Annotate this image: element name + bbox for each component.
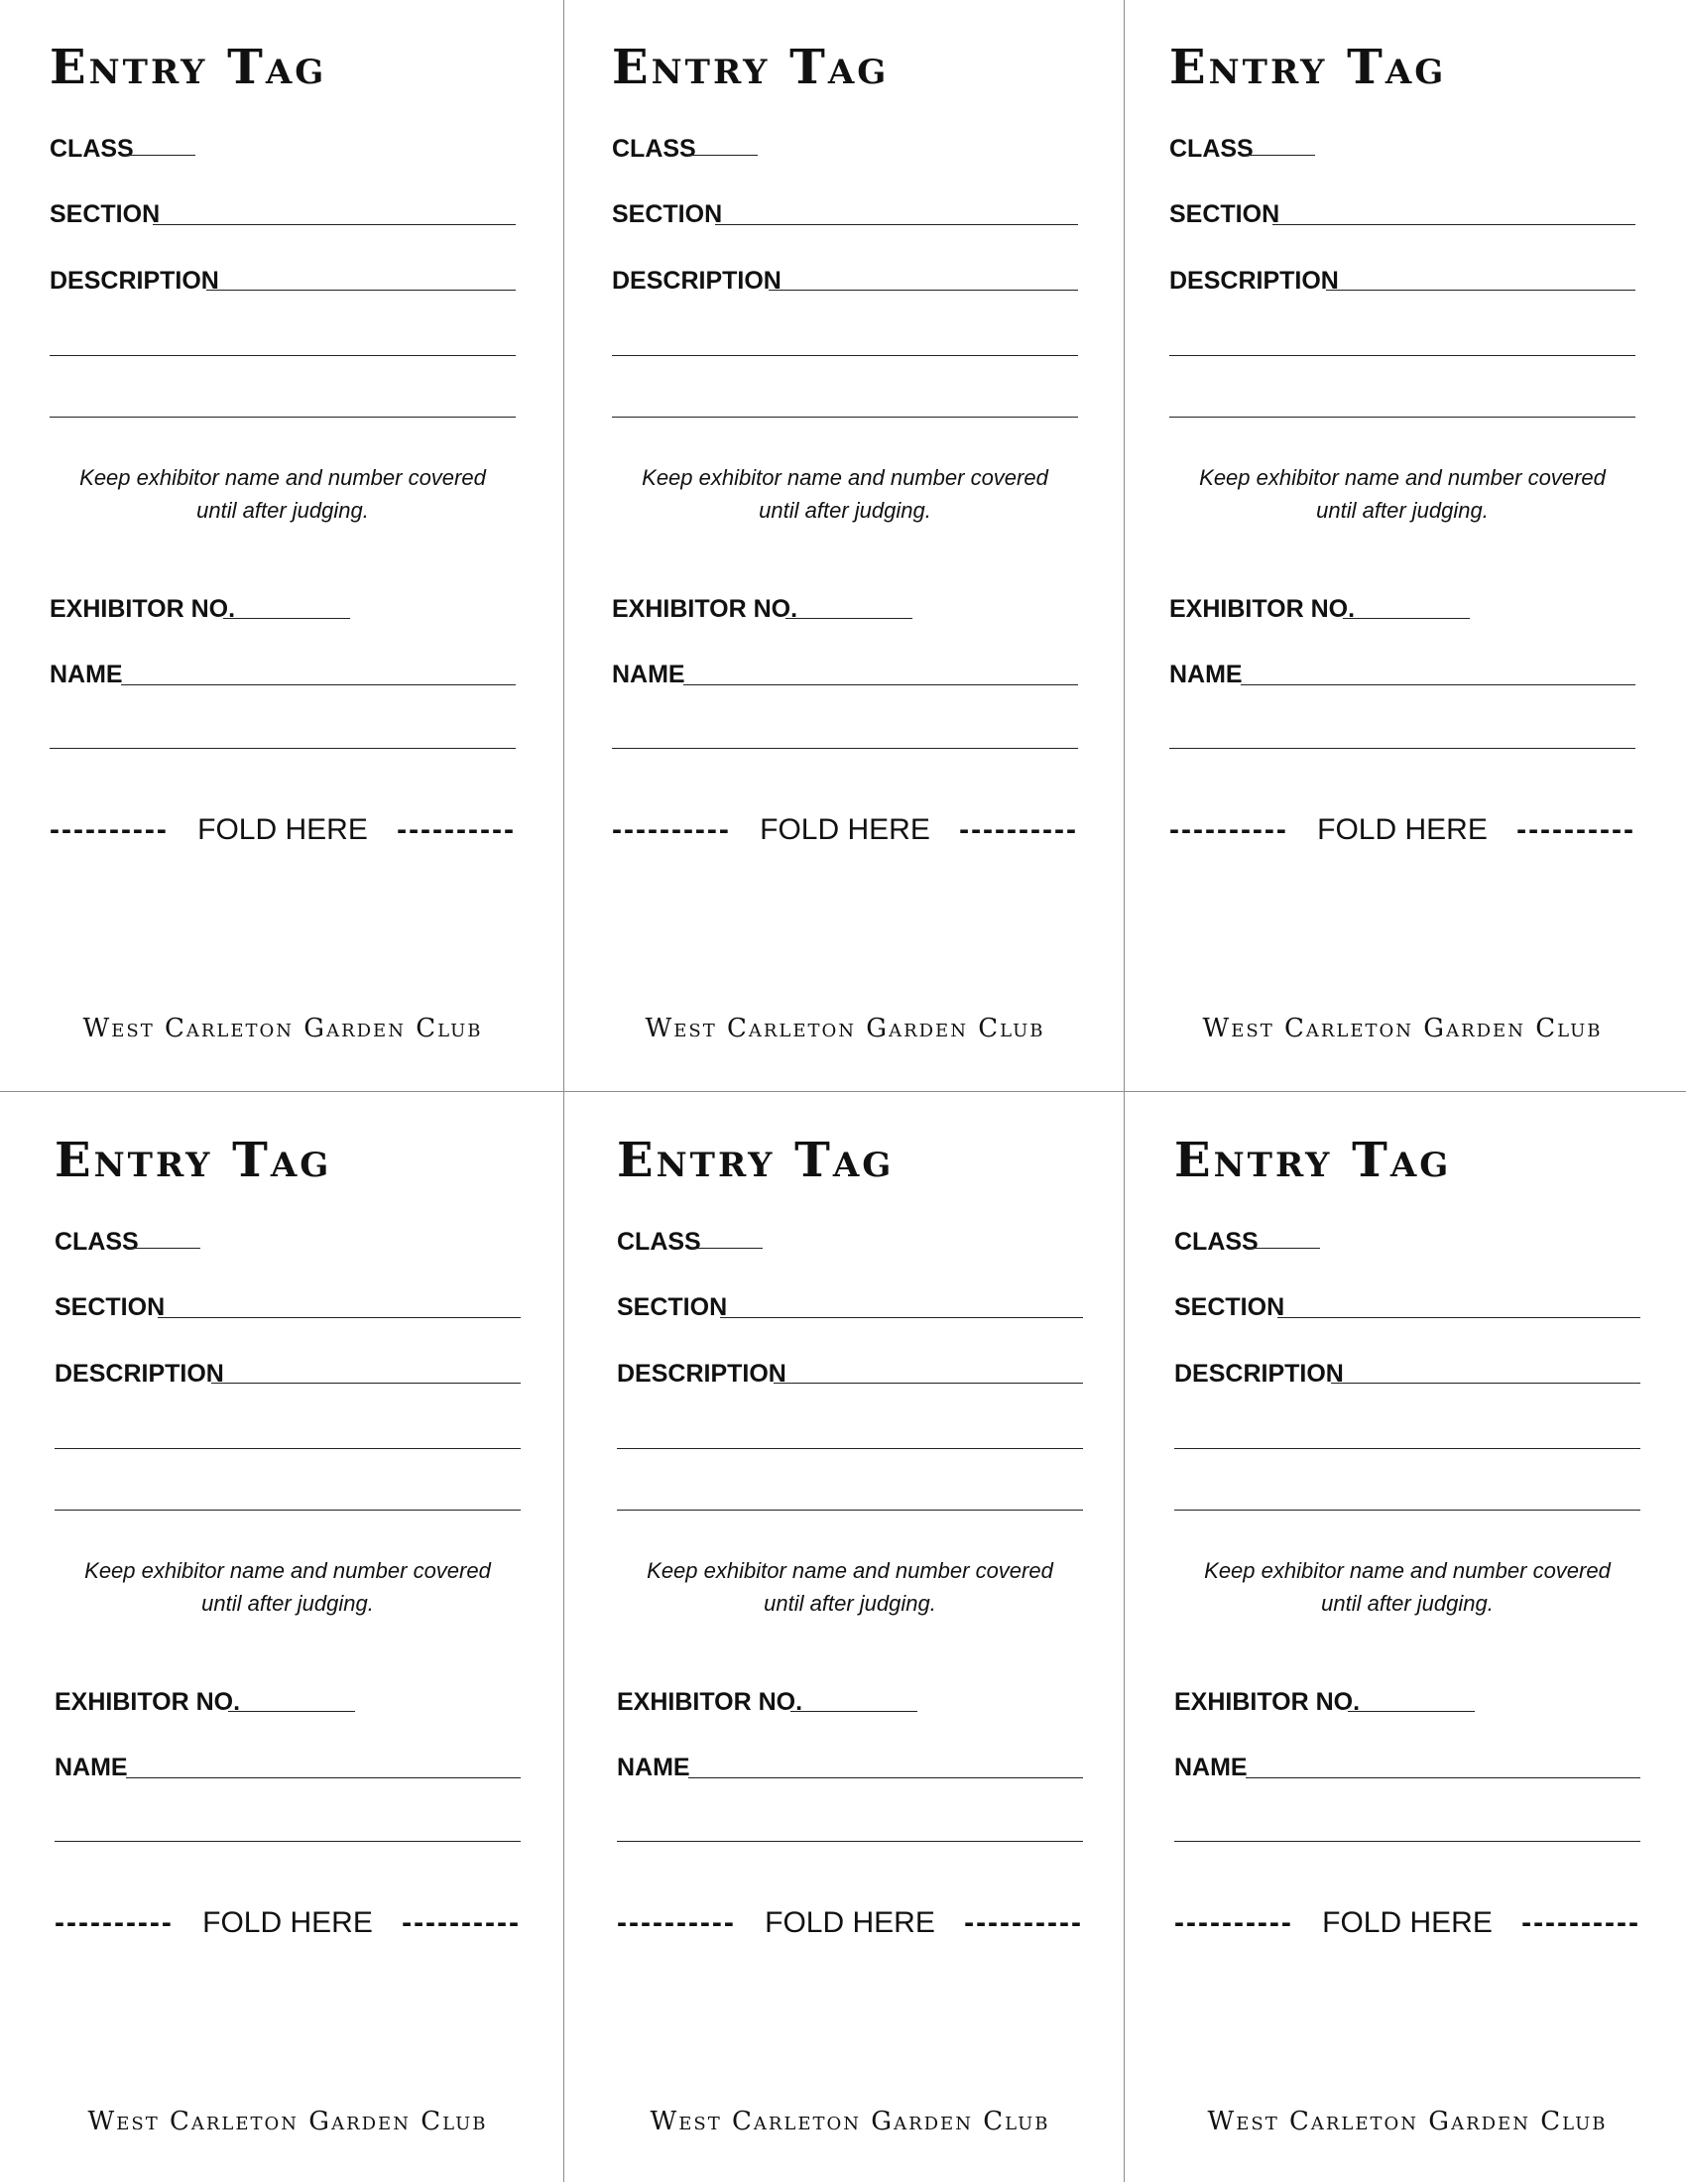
cover-note-line-1: Keep exhibitor name and number covered [1199,465,1606,490]
section-label: SECTION [1174,1293,1285,1321]
fold-here-marker [1169,813,1635,847]
tag-title: Entry Tag [612,40,890,95]
name-line[interactable] [688,1777,1083,1778]
class-label: CLASS [1174,1228,1259,1256]
description-line[interactable] [1326,290,1635,291]
cover-note-line-1: Keep exhibitor name and number covered [84,1558,491,1583]
exhibitor-no-line[interactable] [785,618,912,619]
description-line-3[interactable] [55,1510,521,1511]
entry-tag [50,0,516,1091]
club-name: West Carleton Garden Club [87,2107,488,2136]
section-label: SECTION [55,1293,166,1321]
fold-dashes-right: ---------- [1516,813,1635,846]
cover-note-line-2: until after judging. [196,498,369,523]
description-line-2[interactable] [612,355,1078,356]
description-line[interactable] [206,290,516,291]
description-line-3[interactable] [50,417,516,418]
cover-note [55,1554,521,1620]
fold-here-label: FOLD HERE [202,1906,373,1939]
class-label: CLASS [617,1228,701,1256]
exhibitor-no-line[interactable] [228,1711,355,1712]
name-line[interactable] [126,1777,521,1778]
name-line[interactable] [1241,684,1635,685]
class-label: CLASS [55,1228,139,1256]
club-name: West Carleton Garden Club [645,1014,1045,1043]
section-label: SECTION [1169,200,1280,228]
fold-dashes-left: ---------- [1169,813,1288,846]
name-line[interactable] [121,684,516,685]
fold-here-marker [617,1906,1083,1940]
cover-note-line-2: until after judging. [1316,498,1489,523]
class-label: CLASS [50,135,134,163]
name-line-2[interactable] [612,748,1078,749]
exhibitor-no-label: EXHIBITOR NO. [1174,1688,1361,1716]
cover-note-line-1: Keep exhibitor name and number covered [647,1558,1053,1583]
cover-note [612,461,1078,527]
section-line[interactable] [1272,224,1635,225]
name-line-2[interactable] [1174,1841,1640,1842]
name-line-2[interactable] [1169,748,1635,749]
name-line[interactable] [1246,1777,1640,1778]
name-line-2[interactable] [50,748,516,749]
description-label: DESCRIPTION [612,267,782,295]
description-line-3[interactable] [1169,417,1635,418]
fold-here-label: FOLD HERE [197,813,368,846]
cover-note-line-2: until after judging. [1321,1591,1494,1616]
club-name: West Carleton Garden Club [1202,1014,1603,1043]
entry-tag [617,1093,1083,2184]
exhibitor-no-line[interactable] [223,618,350,619]
entry-tag [1169,0,1635,1091]
description-label: DESCRIPTION [50,267,219,295]
fold-here-label: FOLD HERE [765,1906,935,1939]
fold-here-label: FOLD HERE [1317,813,1488,846]
description-line-2[interactable] [617,1448,1083,1449]
name-label: NAME [55,1754,128,1781]
name-label: NAME [50,661,123,688]
exhibitor-no-line[interactable] [1343,618,1470,619]
name-line[interactable] [683,684,1078,685]
class-line[interactable] [691,1248,763,1249]
fold-dashes-right: ---------- [1521,1906,1640,1939]
class-line[interactable] [1249,1248,1320,1249]
fold-dashes-left: ---------- [617,1906,736,1939]
horizontal-cut-line [0,1091,1686,1092]
description-label: DESCRIPTION [55,1360,224,1388]
fold-here-marker [612,813,1078,847]
name-line-2[interactable] [55,1841,521,1842]
club-name: West Carleton Garden Club [82,1014,483,1043]
exhibitor-no-label: EXHIBITOR NO. [50,595,236,623]
description-line-3[interactable] [617,1510,1083,1511]
class-line[interactable] [686,155,758,156]
fold-here-label: FOLD HERE [1322,1906,1493,1939]
fold-here-marker [55,1906,521,1940]
exhibitor-no-label: EXHIBITOR NO. [612,595,798,623]
fold-dashes-left: ---------- [55,1906,174,1939]
section-label: SECTION [612,200,723,228]
description-line-3[interactable] [612,417,1078,418]
name-label: NAME [1174,1754,1248,1781]
description-label: DESCRIPTION [1169,267,1339,295]
entry-tag [55,1093,521,2184]
club-name: West Carleton Garden Club [1207,2107,1608,2136]
description-line[interactable] [1331,1383,1640,1384]
section-label: SECTION [50,200,161,228]
description-line-2[interactable] [55,1448,521,1449]
section-line[interactable] [153,224,516,225]
description-label: DESCRIPTION [617,1360,786,1388]
section-line[interactable] [715,224,1078,225]
cover-note-line-2: until after judging. [201,1591,374,1616]
description-label: DESCRIPTION [1174,1360,1344,1388]
class-line[interactable] [129,1248,200,1249]
tag-title: Entry Tag [1169,40,1447,95]
exhibitor-no-label: EXHIBITOR NO. [1169,595,1356,623]
name-label: NAME [1169,661,1243,688]
class-label: CLASS [612,135,696,163]
description-line-2[interactable] [1174,1448,1640,1449]
cover-note-line-1: Keep exhibitor name and number covered [79,465,486,490]
class-line[interactable] [124,155,195,156]
exhibitor-no-label: EXHIBITOR NO. [617,1688,803,1716]
cover-note [1169,461,1635,527]
fold-dashes-left: ---------- [1174,1906,1293,1939]
entry-tag [612,0,1078,1091]
fold-dashes-left: ---------- [50,813,169,846]
cover-note [617,1554,1083,1620]
section-label: SECTION [617,1293,728,1321]
cover-note-line-1: Keep exhibitor name and number covered [642,465,1048,490]
tag-title: Entry Tag [617,1133,895,1188]
exhibitor-no-line[interactable] [790,1711,917,1712]
class-line[interactable] [1244,155,1315,156]
name-label: NAME [617,1754,690,1781]
tag-title: Entry Tag [55,1133,332,1188]
fold-dashes-right: ---------- [964,1906,1083,1939]
fold-here-marker [1174,1906,1640,1940]
class-label: CLASS [1169,135,1254,163]
cover-note [1174,1554,1640,1620]
name-label: NAME [612,661,685,688]
cover-note-line-2: until after judging. [759,498,931,523]
cover-note-line-1: Keep exhibitor name and number covered [1204,1558,1611,1583]
tag-title: Entry Tag [50,40,327,95]
name-line-2[interactable] [617,1841,1083,1842]
description-line[interactable] [211,1383,521,1384]
fold-here-label: FOLD HERE [760,813,930,846]
cover-note [50,461,516,527]
description-line-2[interactable] [1169,355,1635,356]
description-line[interactable] [774,1383,1083,1384]
exhibitor-no-line[interactable] [1348,1711,1475,1712]
section-line[interactable] [158,1317,521,1318]
fold-dashes-right: ---------- [959,813,1078,846]
description-line-2[interactable] [50,355,516,356]
entry-tag [1174,1093,1640,2184]
cover-note-line-2: until after judging. [764,1591,936,1616]
description-line-3[interactable] [1174,1510,1640,1511]
club-name: West Carleton Garden Club [650,2107,1050,2136]
section-line[interactable] [720,1317,1083,1318]
fold-dashes-right: ---------- [402,1906,521,1939]
tag-title: Entry Tag [1174,1133,1452,1188]
fold-here-marker [50,813,516,847]
section-line[interactable] [1277,1317,1640,1318]
description-line[interactable] [769,290,1078,291]
fold-dashes-left: ---------- [612,813,731,846]
fold-dashes-right: ---------- [397,813,516,846]
exhibitor-no-label: EXHIBITOR NO. [55,1688,241,1716]
